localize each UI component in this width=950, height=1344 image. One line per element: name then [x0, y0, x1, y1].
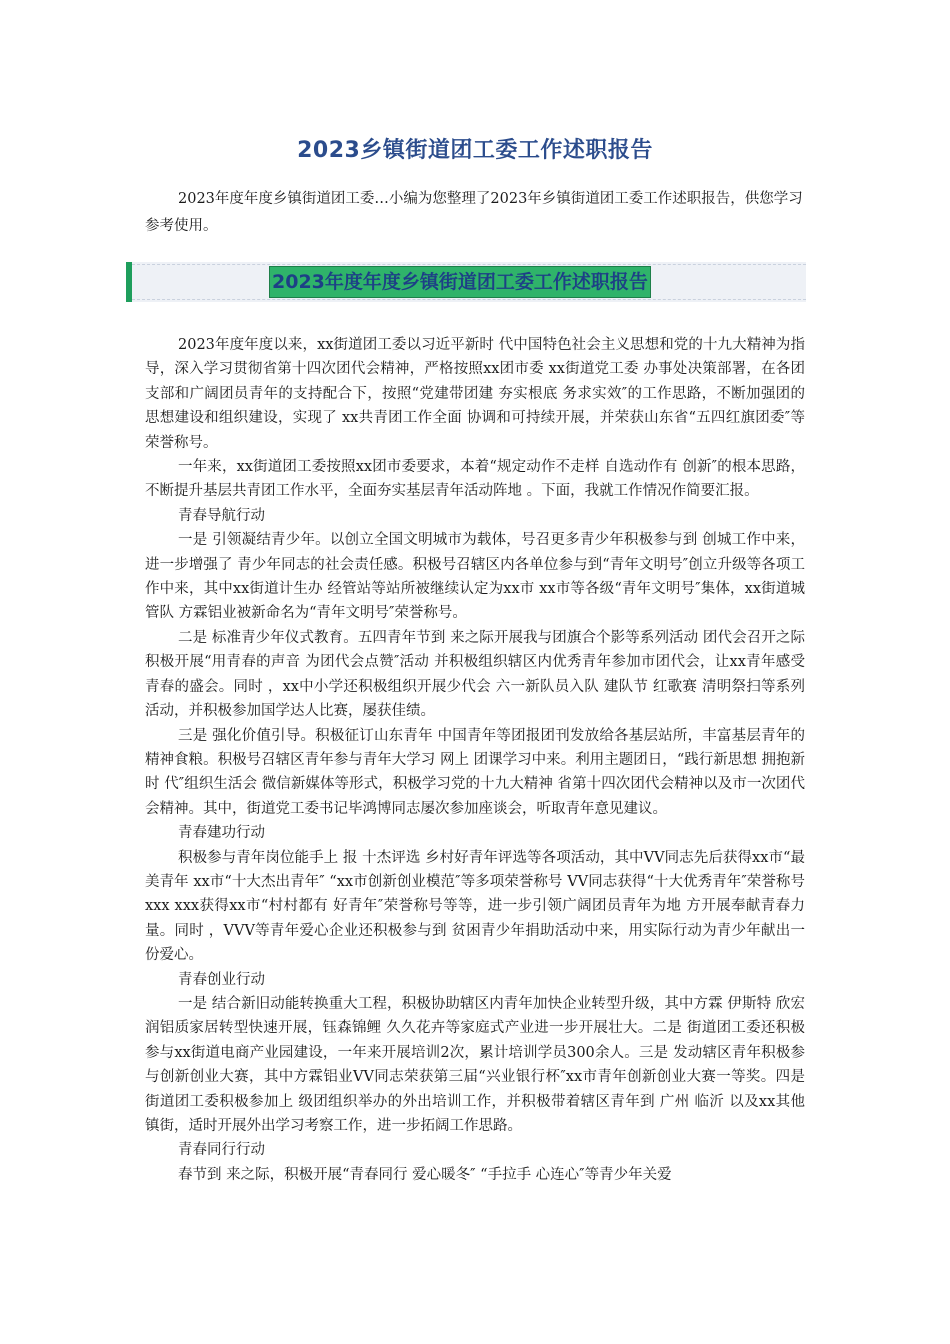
paragraph-guidance-1: 一是 引领凝结青少年。以创立全国文明城市为载体，号召更多青少年积极参与到 创城工作中来，进一步增强了 青少年同志的社会责任感。积极号召辖区内各单位参与到“青年文明号″创立升级等各项工作中来，其中xx街道计生办 经管站等站所被继续认定为xx市 xx市等各级“青年文明号″集体，xx街道城管队 方霖铝业被新命名为“青年文明号″荣誉称号。: [145, 532, 805, 622]
document-title: 2023乡镇街道团工委工作述职报告: [297, 138, 653, 163]
section-heading-contribution: 青春建功行动: [178, 825, 265, 842]
paragraph-contribution: 积极参与青年岗位能手上 报 十杰评选 乡村好青年评选等各项活动，其中VV同志先后获得xx市“最美青年 xx市“十大杰出青年″ “xx市创新创业模范″等多项荣誉称号 VV同志获得“十大优秀青年″荣誉称号 xxx xxx获得xx市“村村都有 好青年″荣誉称号等等，进一步引领广阔团员青年为地 方开展奉献青春力量。同时 ，VVV等青年爱心企业还积极参与到 贫困青少年捐助活动中来，用实际行动为青少年献出一份爱心。: [145, 849, 805, 964]
section-heading-guidance: 青春导航行动: [178, 507, 265, 524]
paragraph-companion: 春节到 来之际，积极开展“青春同行 爱心暖冬″ “手拉手 心连心″等青少年关爱: [178, 1166, 672, 1183]
report-body: [145, 333, 805, 1187]
paragraph-guidance-3: 三是 强化价值引导。积极征订山东青年 中国青年等团报团刊发放给各基层站所，丰富基层青年的精神食粮。积极号召辖区青年参与青年大学习 网上 团课学习中来。利用主题团日，“践行新思想 拥抱新时 代″组织生活会 微信新媒体等形式，积极学习党的十九大精神 省第十四次团代会精神以及市一次团代会精神。其中，街道党工委书记毕鸿博同志屡次参加座谈会，听取青年意见建议。: [145, 727, 805, 817]
section-banner: [126, 262, 806, 302]
section-heading-entrepreneurship: 青春创业行动: [178, 971, 265, 988]
intro-paragraph: 2023年度年度乡镇街道团工委…小编为您整理了2023年乡镇街道团工委工作述职报告，供您学习参考使用。: [145, 191, 803, 234]
paragraph-entrepreneurship: 一是 结合新旧动能转换重大工程，积极协助辖区内青年加快企业转型升级，其中方霖 伊斯特 欣宏润铝质家居转型快速开展，钰森锦鲤 久久花卉等家庭式产业进一步开展壮大。二是 街道团工委还积极参与xx街道电商产业园建设，一年来开展培训2次，累计培训学员300余人。三是 发动辖区青年积极参与创新创业大赛，其中方霖铝业VV同志荣获第三届“兴业银行杯″xx市青年创新创业大赛一等奖。四是 街道团工委积极参加上 级团组织举办的外出培训工作，并积极带着辖区青年到 广州 临沂 以及xx其他 镇街，适时开展外出学习考察工作，进一步拓阔工作思路。: [145, 995, 805, 1134]
section-heading-companion: 青春同行行动: [178, 1142, 265, 1159]
paragraph-summary: 一年来，xx街道团工委按照xx团市委要求，本着“规定动作不走样 自选动作有 创新″的根本思路，不断提升基层共青团工作水平，全面夯实基层青年活动阵地 。下面，我就工作情况作简要汇报。: [145, 459, 805, 500]
paragraph-opening: 2023年度年度以来，xx街道团工委以习近平新时 代中国特色社会主义思想和党的十九大精神为指导，深入学习贯彻省第十四次团代会精神，严格按照xx团市委 xx街道党工委 办事处决策部署，在各团支部和广阔团员青年的支持配合下，按照“党建带团建 夯实根底 务求实效″的工作思路，不断加强团的思想建设和组织建设，实现了 xx共青团工作全面 协调和可持续开展，并荣获山东省“五四红旗团委″等荣誉称号。: [145, 337, 805, 451]
banner-title: 2023年度年度乡镇街道团工委工作述职报告: [269, 266, 651, 298]
paragraph-guidance-2: 二是 标准青少年仪式教育。五四青年节到 来之际开展我与团旗合个影等系列活动 团代会召开之际积极开展“用青春的声音 为团代会点赞″活动 并积极组织辖区内优秀青年参加市团代会，让xx青年感受青春的盛会。同时 ，xx中小学还积极组织开展少代会 六一新队员入队 建队节 红歌赛 清明祭扫等系列活动，并积极参加国学达人比赛，屡获佳绩。: [145, 629, 805, 720]
